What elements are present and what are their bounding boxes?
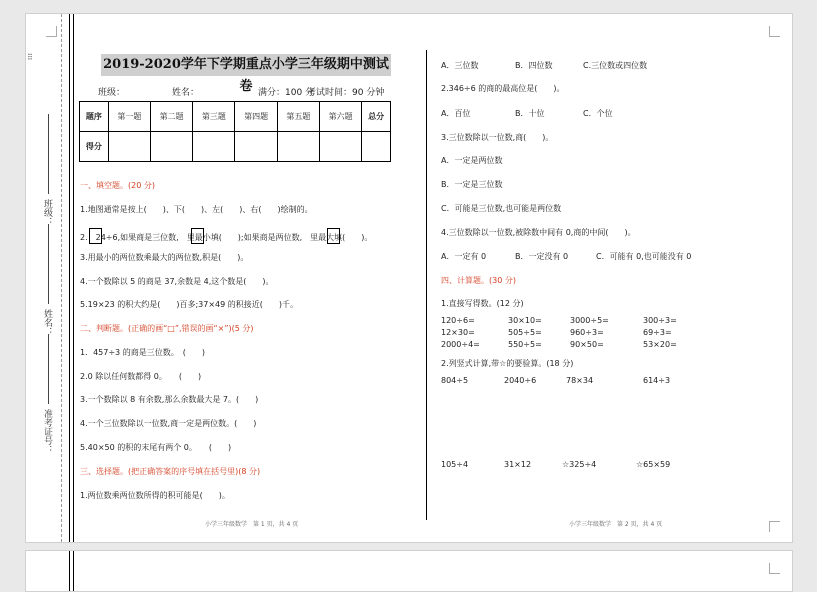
section-heading: 一、填空题。(20 分) <box>80 181 155 190</box>
paper-title: 2019-2020学年下学期重点小学三年级期中测试卷 <box>101 54 391 76</box>
score-table-header-row <box>80 102 391 132</box>
question: 4.三位数除以一位数,被除数中间有 0,商的中间( )。 <box>441 228 636 237</box>
score-cell[interactable] <box>193 132 235 162</box>
score-row-label: 得分 <box>80 132 109 162</box>
full-score: 满分：100 分 <box>258 88 315 98</box>
calc-item: 300÷3= <box>643 316 677 325</box>
score-header: 第五题 <box>277 102 319 132</box>
exam-time: 考试时间：90 分钟 <box>307 88 385 98</box>
calc-item: 120÷6= <box>441 316 475 325</box>
vertical-calc: 31×12 <box>504 460 532 469</box>
question: 1.地图通常是按上( )、下( )、左( )、右( )绘制的。 <box>80 205 313 214</box>
option: C．个位 <box>583 109 613 118</box>
option: B．十位 <box>515 109 545 118</box>
option: C.三位数或四位数 <box>583 61 648 70</box>
digit-box <box>89 228 102 244</box>
page-footer-left: 小学三年级数学 第 1 页，共 4 页 <box>205 521 299 528</box>
vertical-calc: 105÷4 <box>441 460 469 469</box>
question: 2. 24÷6,如果商是三位数, 里最小填( );如果商是两位数, 里最大填( )。 <box>80 233 373 242</box>
binding-fill-line <box>48 334 49 404</box>
score-cell[interactable] <box>277 132 319 162</box>
section-heading: 二、判断题。(正确的画“□”,错误的画“×”)(5 分) <box>80 324 254 333</box>
option: C．可能是三位数,也可能是两位数 <box>441 204 562 213</box>
digit-box <box>191 228 204 244</box>
score-header: 总分 <box>362 102 391 132</box>
subsection: 2.列竖式计算,带☆的要验算。(18 分) <box>441 359 574 368</box>
option: A．一定有 0 <box>441 252 487 261</box>
score-header: 第六题 <box>319 102 361 132</box>
binding-fill-line <box>48 224 49 304</box>
vertical-calc: ☆325÷4 <box>562 460 597 469</box>
question: 5.40×50 的积的末尾有两个 0。 ( ) <box>80 443 232 452</box>
subsection: 1.直接写得数。(12 分) <box>441 299 524 308</box>
question: 2.346÷6 的商的最高位是( )。 <box>441 84 565 93</box>
score-cell[interactable] <box>319 132 361 162</box>
score-table-score-row <box>80 132 391 162</box>
calc-item: 53×20= <box>643 340 677 349</box>
vertical-calc: 614÷3 <box>643 376 671 385</box>
question: 2.0 除以任何数都得 0。 ( ) <box>80 372 202 381</box>
question: 3.一个数除以 8 有余数,那么余数最大是 7。( ) <box>80 395 259 404</box>
binding-line <box>73 551 74 591</box>
question: 1．457÷3 的商是三位数。 ( ) <box>80 348 205 357</box>
next-page <box>25 550 793 592</box>
crop-mark <box>769 563 780 574</box>
option: C．可能有 0,也可能没有 0 <box>596 252 692 261</box>
question: 4.一个三位数除以一位数,商一定是两位数。( ) <box>80 419 257 428</box>
question: 3.用最小的两位数乘最大的两位数,积是( )。 <box>80 253 249 262</box>
score-cell[interactable] <box>362 132 391 162</box>
score-header: 第一题 <box>108 102 150 132</box>
calc-item: 3000÷5= <box>570 316 609 325</box>
score-header: 题序 <box>80 102 109 132</box>
question: 1.两位数乘两位数所得的积可能是( )。 <box>80 491 230 500</box>
section-heading: 四、计算题。(30 分) <box>441 276 516 285</box>
crop-mark <box>769 521 780 532</box>
calc-item: 505÷5= <box>508 328 542 337</box>
binding-line <box>73 14 74 542</box>
crop-mark <box>46 26 57 37</box>
calc-item: 69÷3= <box>643 328 672 337</box>
binding-line <box>69 14 70 542</box>
move-handle-icon[interactable]: ⠿ <box>27 53 34 62</box>
page-footer-right: 小学三年级数学 第 2 页，共 4 页 <box>569 521 663 528</box>
binding-class-label: 班级： <box>42 199 52 226</box>
calc-item: 30×10= <box>508 316 542 325</box>
crop-mark <box>769 26 780 37</box>
option: A．百位 <box>441 109 471 118</box>
score-cell[interactable] <box>150 132 192 162</box>
score-cell[interactable] <box>235 132 277 162</box>
score-table <box>79 101 391 162</box>
class-field: 班级： <box>98 88 126 98</box>
digit-box <box>327 228 340 244</box>
calc-item: 960÷3= <box>570 328 604 337</box>
option: A．三位数 <box>441 61 479 70</box>
binding-id-label: 准考证号： <box>42 409 52 454</box>
question: 3.三位数除以一位数,商( )。 <box>441 133 554 142</box>
option: B．四位数 <box>515 61 553 70</box>
question: 4.一个数除以 5 的商是 37,余数是 4,这个数是( )。 <box>80 277 274 286</box>
score-cell[interactable] <box>108 132 150 162</box>
binding-fill-line <box>48 114 49 194</box>
option: B．一定没有 0 <box>515 252 569 261</box>
option: A．一定是两位数 <box>441 156 503 165</box>
vertical-calc: ☆65×59 <box>636 460 671 469</box>
score-header: 第二题 <box>150 102 192 132</box>
option: B．一定是三位数 <box>441 180 503 189</box>
question: 5.19×23 的积大约是( )百多;37×49 的积接近( )千。 <box>80 300 299 309</box>
score-header: 第三题 <box>193 102 235 132</box>
calc-item: 2000÷4= <box>441 340 480 349</box>
vertical-calc: 78×34 <box>566 376 594 385</box>
binding-name-label: 姓名： <box>42 309 52 336</box>
section-heading: 三、选择题。(把正确答案的序号填在括号里)(8 分) <box>80 467 261 476</box>
column-separator <box>426 50 427 520</box>
name-field: 姓名： <box>172 88 200 98</box>
score-header: 第四题 <box>235 102 277 132</box>
binding-line <box>69 551 70 591</box>
calc-item: 550÷5= <box>508 340 542 349</box>
calc-item: 12×30= <box>441 328 475 337</box>
binding-dash-line <box>61 14 62 542</box>
calc-item: 90×50= <box>570 340 604 349</box>
vertical-calc: 804÷5 <box>441 376 469 385</box>
vertical-calc: 2040÷6 <box>504 376 537 385</box>
